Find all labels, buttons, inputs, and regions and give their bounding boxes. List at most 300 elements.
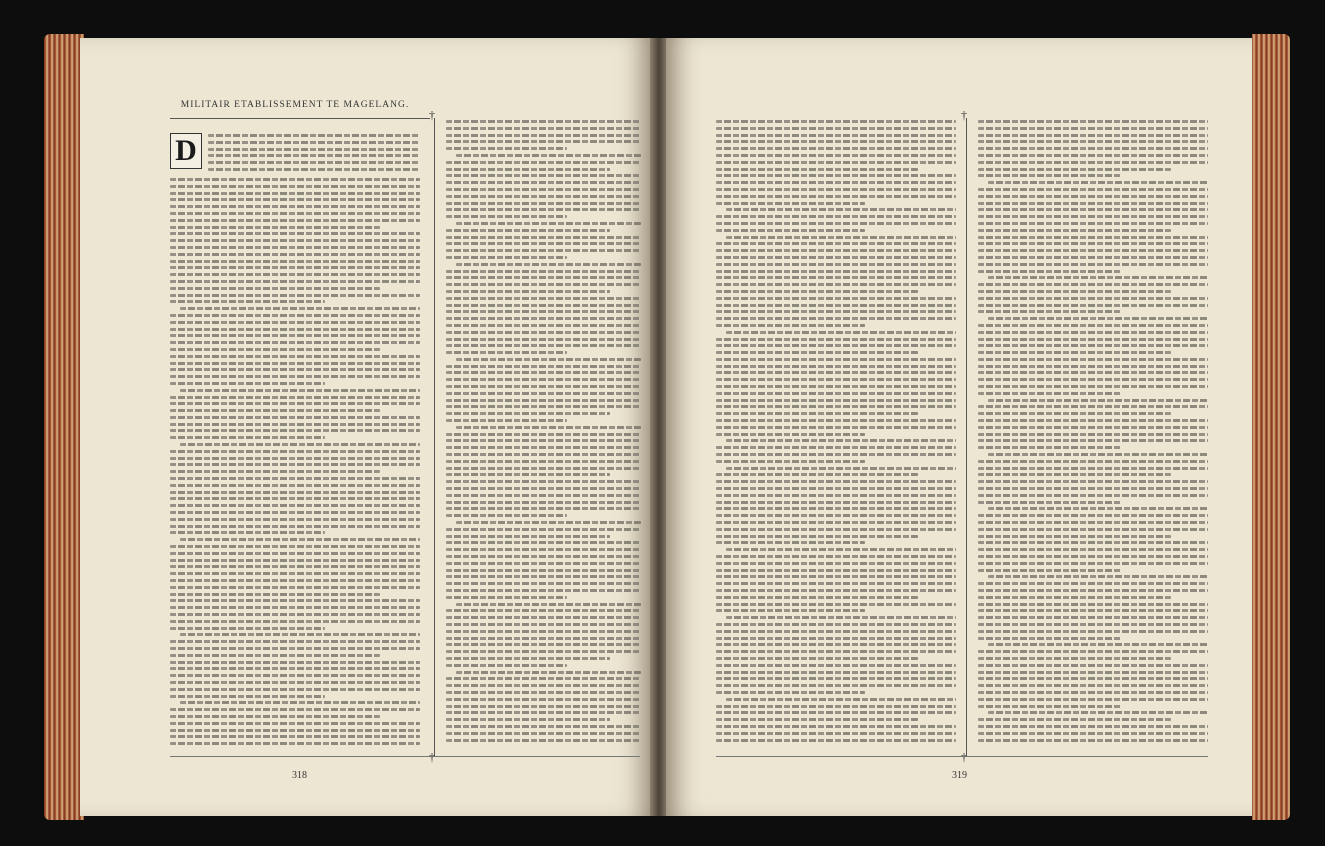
text-lines	[978, 120, 1208, 742]
text-line	[978, 304, 1208, 307]
text-line	[716, 528, 956, 531]
text-line	[978, 494, 1208, 497]
text-line	[446, 283, 641, 286]
text-line	[170, 280, 420, 283]
text-line	[716, 222, 956, 225]
text-line	[978, 405, 1208, 408]
text-line	[716, 677, 956, 680]
column-rule	[966, 118, 967, 756]
text-line	[716, 453, 956, 456]
text-line	[446, 127, 641, 130]
column-rule	[434, 118, 435, 756]
text-line	[978, 242, 1208, 245]
text-line	[726, 236, 956, 239]
text-line	[170, 735, 420, 738]
text-line	[978, 385, 1208, 388]
text-line	[716, 365, 956, 368]
text-line	[978, 140, 1208, 143]
page-edges-left	[44, 34, 84, 820]
column-ornament-top: †	[961, 108, 967, 122]
text-line	[716, 297, 956, 300]
text-line	[978, 623, 1208, 626]
text-line	[170, 640, 420, 643]
text-line	[170, 579, 420, 582]
text-line	[170, 294, 420, 297]
text-line	[978, 705, 1121, 708]
text-line	[446, 236, 641, 239]
text-line	[170, 355, 420, 358]
text-line	[446, 446, 641, 449]
text-line	[446, 562, 641, 565]
text-line	[446, 419, 567, 422]
text-line	[978, 487, 1208, 490]
text-line	[978, 535, 1171, 538]
text-line	[716, 127, 956, 130]
text-line	[716, 739, 956, 742]
text-line	[716, 310, 956, 313]
text-line	[726, 616, 956, 619]
text-line	[446, 399, 641, 402]
text-line	[716, 569, 956, 572]
text-line	[978, 718, 1171, 721]
text-line	[446, 290, 610, 293]
text-line	[978, 569, 1121, 572]
text-line	[180, 389, 420, 392]
text-line	[456, 426, 641, 429]
text-line	[170, 321, 420, 324]
text-line	[978, 596, 1171, 599]
text-line	[978, 236, 1208, 239]
text-line	[716, 378, 956, 381]
text-line	[170, 368, 420, 371]
text-line	[170, 572, 420, 575]
text-line	[978, 650, 1208, 653]
text-line	[716, 562, 956, 565]
text-line	[170, 185, 420, 188]
text-line	[716, 405, 956, 408]
text-line	[978, 548, 1208, 551]
text-line	[978, 324, 1208, 327]
text-line	[978, 637, 1121, 640]
text-line	[446, 385, 641, 388]
text-line	[446, 276, 641, 279]
text-line	[170, 518, 420, 521]
text-line	[978, 174, 1121, 177]
text-line	[978, 433, 1208, 436]
text-line	[978, 256, 1208, 259]
text-line	[170, 674, 420, 677]
text-line	[716, 134, 956, 137]
page-number-right: 319	[952, 770, 967, 781]
text-line	[446, 188, 641, 191]
text-line	[456, 671, 641, 674]
text-line	[716, 501, 956, 504]
text-line	[988, 276, 1208, 279]
text-column-left-a	[208, 134, 420, 178]
text-line	[180, 633, 420, 636]
text-line	[446, 140, 641, 143]
text-line	[170, 273, 420, 276]
text-line	[716, 276, 956, 279]
text-line	[170, 198, 420, 201]
text-line	[446, 120, 641, 123]
text-line	[978, 297, 1208, 300]
text-line	[180, 443, 420, 446]
text-line	[978, 161, 1208, 164]
text-line	[446, 181, 641, 184]
page-edges-right	[1252, 34, 1290, 820]
text-line	[978, 208, 1208, 211]
text-line	[716, 154, 956, 157]
text-line	[716, 582, 956, 585]
text-line	[978, 562, 1208, 565]
text-line	[170, 287, 380, 290]
text-line	[978, 473, 1171, 476]
column-ornament-bottom: †	[961, 750, 967, 764]
text-line	[446, 650, 641, 653]
text-line	[716, 229, 865, 232]
text-line	[170, 423, 420, 426]
text-line	[978, 677, 1208, 680]
text-line	[446, 249, 641, 252]
page-right	[666, 38, 1252, 816]
text-line	[170, 681, 420, 684]
text-line	[170, 436, 325, 439]
text-line	[978, 310, 1121, 313]
text-line	[456, 521, 641, 524]
text-line	[170, 178, 420, 181]
text-line	[446, 616, 641, 619]
text-line	[978, 229, 1171, 232]
text-line	[988, 453, 1208, 456]
text-line	[716, 283, 956, 286]
text-line	[716, 419, 956, 422]
text-line	[978, 358, 1208, 361]
text-line	[716, 494, 956, 497]
text-line	[716, 426, 956, 429]
text-line	[446, 487, 641, 490]
text-line	[170, 334, 420, 337]
running-head: MILITAIR ETABLISSEMENT TE MAGELANG.	[180, 100, 410, 110]
text-line	[170, 722, 420, 725]
text-line	[988, 711, 1208, 714]
text-line	[170, 729, 420, 732]
text-line	[978, 439, 1208, 442]
text-line	[446, 698, 641, 701]
text-line	[446, 582, 641, 585]
text-line	[446, 215, 567, 218]
text-line	[716, 514, 956, 517]
text-line	[716, 338, 956, 341]
text-line	[978, 501, 1121, 504]
text-line	[716, 473, 918, 476]
text-line	[978, 616, 1208, 619]
text-line	[988, 507, 1208, 510]
text-line	[978, 168, 1171, 171]
text-line	[446, 371, 641, 374]
text-line	[978, 630, 1208, 633]
text-line	[716, 120, 956, 123]
text-line	[446, 575, 641, 578]
page-left	[80, 38, 652, 816]
text-line	[978, 467, 1208, 470]
text-line	[456, 154, 641, 157]
text-line	[170, 192, 420, 195]
text-line	[170, 545, 420, 548]
book	[44, 28, 1290, 828]
text-line	[726, 331, 956, 334]
text-line	[170, 402, 420, 405]
text-line	[716, 575, 956, 578]
text-line	[978, 120, 1208, 123]
text-line	[446, 147, 567, 150]
text-line	[716, 433, 865, 436]
text-line	[978, 188, 1208, 191]
text-line	[208, 161, 420, 164]
text-line	[208, 134, 420, 137]
text-line	[170, 212, 420, 215]
text-line	[208, 148, 420, 151]
text-line	[446, 480, 641, 483]
page-number-left: 318	[292, 770, 307, 781]
text-line	[446, 623, 641, 626]
text-line	[716, 650, 956, 653]
text-line	[716, 161, 956, 164]
text-line	[446, 460, 641, 463]
text-line	[170, 348, 380, 351]
text-line	[978, 215, 1208, 218]
text-line	[716, 487, 956, 490]
text-line	[978, 671, 1208, 674]
text-line	[978, 609, 1208, 612]
text-line	[716, 664, 956, 667]
text-line	[988, 181, 1208, 184]
text-line	[208, 141, 420, 144]
text-line	[456, 603, 641, 606]
text-line	[716, 711, 956, 714]
text-line	[716, 507, 956, 510]
text-column-right-b	[978, 120, 1208, 753]
text-line	[180, 307, 420, 310]
text-line	[446, 317, 641, 320]
text-line	[978, 541, 1208, 544]
text-line	[978, 528, 1208, 531]
text-line	[716, 168, 918, 171]
text-line	[446, 392, 641, 395]
text-line	[716, 174, 956, 177]
text-line	[170, 219, 420, 222]
text-line	[978, 446, 1121, 449]
text-line	[988, 643, 1208, 646]
drop-cap-letter: D	[175, 134, 197, 167]
text-line	[446, 494, 641, 497]
text-line	[978, 426, 1208, 429]
text-line	[170, 232, 420, 235]
text-line	[446, 256, 567, 259]
text-line	[716, 541, 865, 544]
text-line	[978, 698, 1208, 701]
text-line	[170, 396, 420, 399]
text-line	[978, 283, 1208, 286]
text-line	[978, 419, 1208, 422]
text-line	[716, 691, 865, 694]
text-line	[170, 620, 420, 623]
drop-cap	[170, 133, 202, 169]
text-line	[446, 528, 641, 531]
text-line	[446, 596, 567, 599]
text-line	[446, 473, 610, 476]
text-line	[446, 297, 641, 300]
text-line	[716, 684, 956, 687]
text-line	[978, 290, 1171, 293]
text-line	[978, 555, 1208, 558]
text-line	[170, 552, 420, 555]
column-ornament-bottom: †	[429, 750, 435, 764]
text-line	[446, 168, 610, 171]
text-lines	[170, 178, 420, 745]
text-line	[170, 362, 420, 365]
text-line	[716, 718, 918, 721]
text-line	[170, 477, 420, 480]
text-line	[716, 249, 956, 252]
text-line	[716, 555, 956, 558]
text-line	[716, 256, 956, 259]
text-line	[208, 168, 420, 171]
text-line	[446, 405, 641, 408]
text-line	[726, 548, 956, 551]
text-line	[446, 535, 610, 538]
text-line	[978, 331, 1208, 334]
text-line	[446, 630, 641, 633]
text-line	[170, 429, 420, 432]
text-line	[446, 664, 567, 667]
text-line	[446, 657, 610, 660]
text-line	[716, 242, 956, 245]
text-lines	[446, 120, 641, 742]
text-line	[170, 450, 420, 453]
text-line	[170, 586, 420, 589]
text-line	[978, 589, 1208, 592]
text-column-left-c	[446, 120, 641, 753]
text-line	[170, 565, 420, 568]
text-line	[170, 226, 380, 229]
text-lines	[716, 120, 956, 742]
text-line	[170, 599, 420, 602]
text-line	[170, 667, 420, 670]
text-line	[446, 589, 641, 592]
text-line	[446, 467, 641, 470]
text-line	[978, 460, 1208, 463]
text-line	[446, 161, 641, 164]
text-line	[446, 351, 567, 354]
text-column-left-b	[170, 178, 420, 753]
text-line	[446, 202, 641, 205]
text-line	[716, 270, 956, 273]
text-line	[978, 134, 1208, 137]
text-line	[446, 310, 641, 313]
text-line	[978, 603, 1208, 606]
text-line	[446, 344, 641, 347]
text-line	[446, 569, 641, 572]
text-line	[170, 497, 420, 500]
text-line	[170, 695, 325, 698]
text-line	[446, 507, 641, 510]
text-line	[446, 739, 641, 742]
text-line	[446, 677, 641, 680]
text-line	[170, 654, 380, 657]
text-line	[978, 351, 1171, 354]
text-line	[456, 358, 641, 361]
text-line	[978, 582, 1208, 585]
footer-rule	[716, 756, 1208, 757]
text-line	[988, 399, 1208, 402]
text-line	[170, 314, 420, 317]
text-line	[446, 637, 641, 640]
column-ornament-top: †	[429, 108, 435, 122]
text-line	[716, 609, 865, 612]
text-line	[446, 134, 641, 137]
text-line	[978, 412, 1171, 415]
text-line	[170, 708, 420, 711]
text-line	[446, 453, 641, 456]
text-line	[170, 484, 420, 487]
text-line	[170, 647, 420, 650]
text-line	[978, 154, 1208, 157]
text-line	[446, 684, 641, 687]
text-line	[170, 457, 420, 460]
text-line	[716, 344, 956, 347]
text-line	[978, 222, 1208, 225]
text-line	[446, 501, 641, 504]
text-line	[716, 732, 956, 735]
text-line	[446, 711, 641, 714]
text-column-right-a	[716, 120, 956, 753]
text-line	[446, 304, 641, 307]
text-line	[170, 491, 420, 494]
text-line	[978, 270, 1121, 273]
text-line	[170, 266, 420, 269]
text-line	[716, 202, 865, 205]
text-line	[716, 195, 956, 198]
text-line	[170, 531, 325, 534]
text-line	[170, 409, 380, 412]
text-line	[716, 358, 956, 361]
text-line	[170, 463, 420, 466]
text-line	[978, 147, 1208, 150]
text-line	[716, 263, 956, 266]
text-line	[716, 725, 956, 728]
text-line	[170, 593, 380, 596]
text-line	[446, 338, 641, 341]
text-line	[716, 181, 956, 184]
text-line	[170, 511, 420, 514]
text-line	[170, 300, 325, 303]
text-line	[170, 688, 420, 691]
text-line	[726, 439, 956, 442]
text-line	[716, 140, 956, 143]
text-line	[716, 657, 918, 660]
text-line	[170, 328, 420, 331]
text-line	[978, 378, 1208, 381]
text-line	[978, 371, 1208, 374]
text-line	[716, 385, 956, 388]
text-line	[716, 521, 956, 524]
text-line	[170, 470, 380, 473]
text-line	[716, 535, 918, 538]
text-line	[446, 705, 641, 708]
text-lines	[208, 134, 420, 171]
text-line	[716, 596, 918, 599]
